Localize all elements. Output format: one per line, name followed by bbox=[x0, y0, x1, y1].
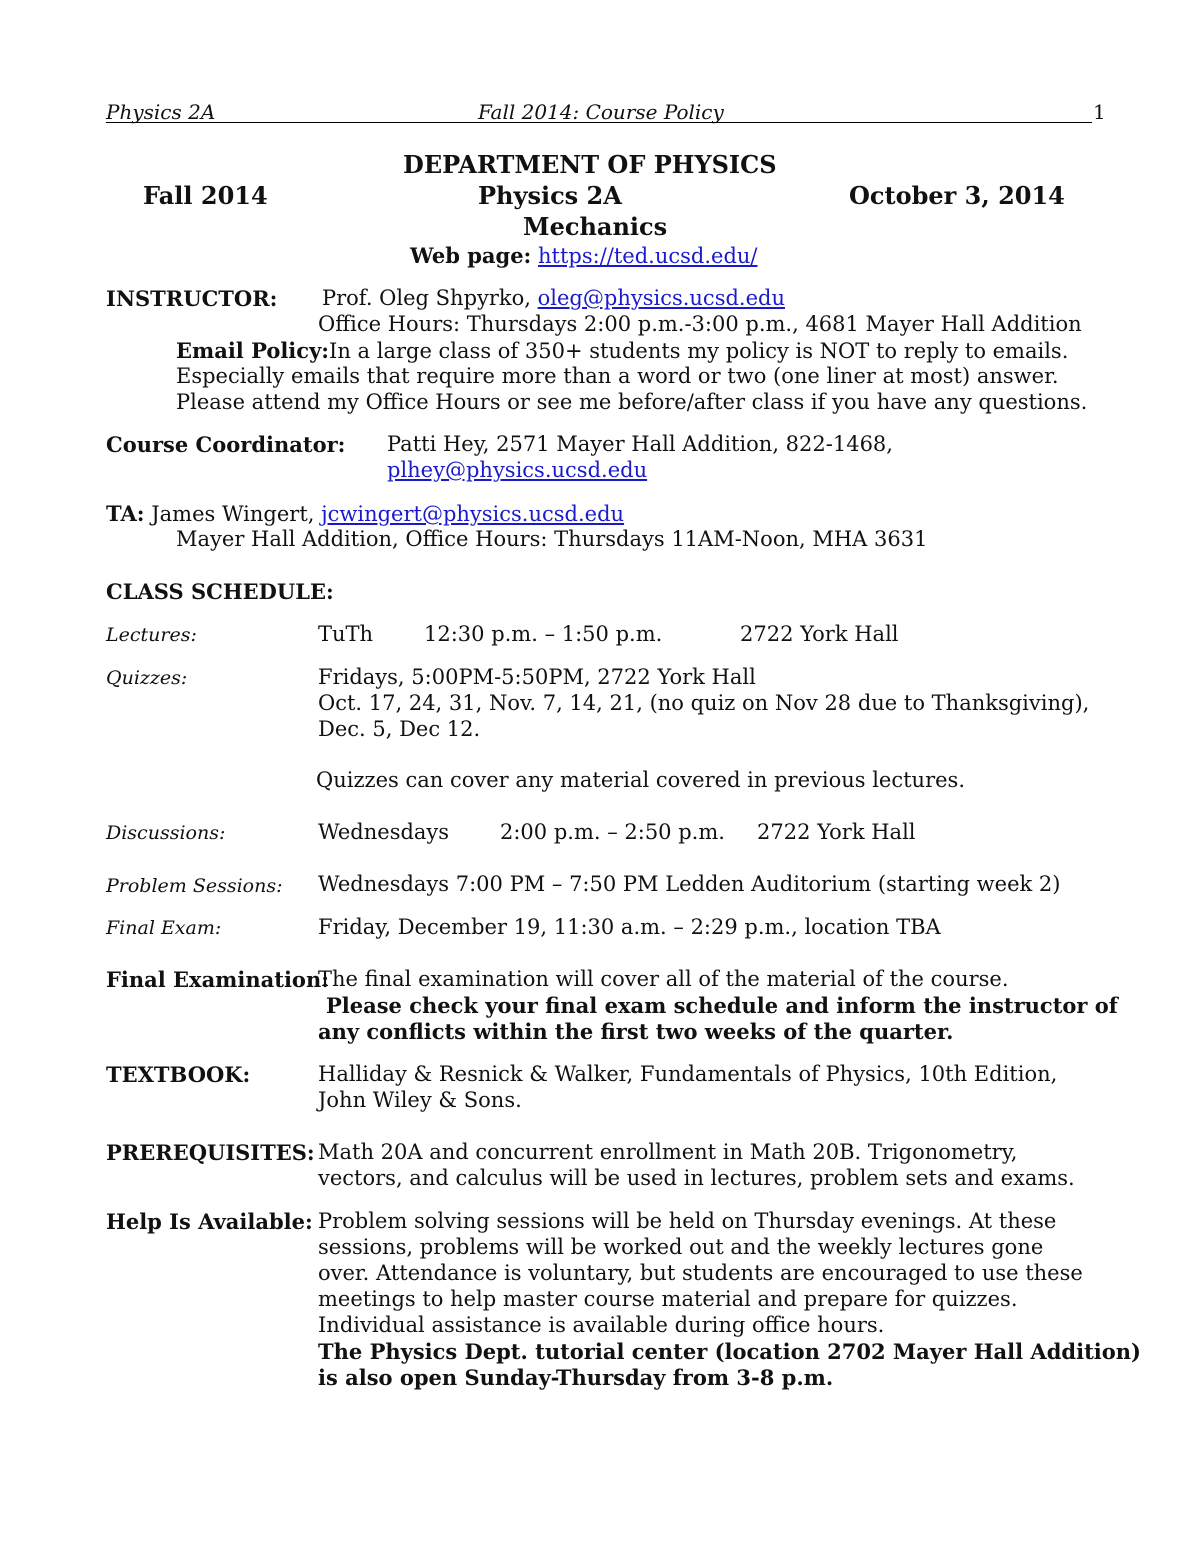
quizzes-note: Quizzes can cover any material covered in previous lectures. bbox=[316, 768, 966, 792]
textbook-line-2: John Wiley & Sons. bbox=[318, 1088, 522, 1112]
header-course: Physics 2A bbox=[106, 100, 216, 124]
help-line-2: sessions, problems will be worked out and the weekly lectures gone bbox=[318, 1235, 1044, 1259]
subject: Mechanics bbox=[523, 212, 668, 241]
quizzes-label: Quizzes: bbox=[106, 667, 188, 689]
email-policy-line-2: Especially emails that require more than a word or two (one liner at most) answer. bbox=[176, 364, 1059, 388]
help-line-6: The Physics Dept. tutorial center (location 2702 Mayer Hall Addition) bbox=[318, 1339, 1141, 1364]
final-examination-label: Final Examination: bbox=[106, 967, 329, 992]
instructor-line bbox=[322, 286, 785, 310]
date: October 3, 2014 bbox=[849, 181, 1065, 210]
email-policy-text: In a large class of 350+ students my policy is NOT to reply to emails. bbox=[329, 339, 1069, 363]
instructor-name: Prof. Oleg Shpyrko, bbox=[322, 286, 538, 310]
discussions-days: Wednesdays bbox=[318, 820, 450, 844]
lectures-days: TuTh bbox=[318, 622, 374, 646]
instructor-office-hours: Office Hours: Thursdays 2:00 p.m.-3:00 p.m., 4681 Mayer Hall Addition bbox=[318, 312, 1082, 336]
web-page-link[interactable]: https://ted.ucsd.edu/ bbox=[538, 244, 758, 268]
ta-email-link[interactable]: jcwingert@physics.ucsd.edu bbox=[321, 502, 625, 526]
textbook-label: TEXTBOOK: bbox=[106, 1062, 251, 1087]
instructor-email-link[interactable]: oleg@physics.ucsd.edu bbox=[537, 286, 785, 310]
instructor-label: INSTRUCTOR: bbox=[106, 286, 278, 311]
ta-name: James Wingert, bbox=[151, 502, 322, 526]
quizzes-time: Fridays, 5:00PM-5:50PM, 2722 York Hall bbox=[318, 665, 756, 689]
help-line-1: Problem solving sessions will be held on Thursday evenings. At these bbox=[318, 1209, 1057, 1233]
final-examination-line-1: The final examination will cover all of the material of the course. bbox=[318, 967, 1009, 991]
final-exam-label: Final Exam: bbox=[106, 917, 222, 939]
help-line-7: is also open Sunday-Thursday from 3-8 p.m. bbox=[318, 1365, 834, 1390]
help-label: Help Is Available: bbox=[106, 1209, 313, 1234]
ta-office-hours: Mayer Hall Addition, Office Hours: Thursdays 11AM-Noon, MHA 3631 bbox=[176, 527, 928, 551]
final-exam-text: Friday, December 19, 11:30 a.m. – 2:29 p.m., location TBA bbox=[318, 915, 941, 939]
lectures-room: 2722 York Hall bbox=[740, 622, 899, 646]
coordinator-email-link[interactable]: plhey@physics.ucsd.edu bbox=[387, 458, 648, 482]
prerequisites-line-1: Math 20A and concurrent enrollment in Math 20B. Trigonometry, bbox=[318, 1140, 1018, 1164]
discussions-room: 2722 York Hall bbox=[757, 820, 916, 844]
help-line-3: over. Attendance is voluntary, but students are encouraged to use these bbox=[318, 1261, 1083, 1285]
lectures-time: 12:30 p.m. – 1:50 p.m. bbox=[424, 622, 663, 646]
page-number: 1 bbox=[1093, 100, 1106, 124]
ta-line bbox=[106, 501, 624, 526]
email-policy-line-3: Please attend my Office Hours or see me before/after class if you have any questions. bbox=[176, 390, 1088, 414]
final-examination-line-2: Please check your final exam schedule and inform the instructor of bbox=[326, 993, 1118, 1018]
email-policy-line bbox=[176, 338, 1068, 363]
quizzes-dates-2: Dec. 5, Dec 12. bbox=[318, 717, 481, 741]
email-policy-label: Email Policy: bbox=[176, 338, 330, 363]
problem-sessions-label: Problem Sessions: bbox=[106, 875, 283, 897]
header-title: Fall 2014: Course Policy bbox=[478, 100, 724, 124]
coordinator-info: Patti Hey, 2571 Mayer Hall Addition, 822-1468, bbox=[387, 432, 893, 456]
department-title: DEPARTMENT OF PHYSICS bbox=[403, 150, 777, 179]
help-line-5: Individual assistance is available during office hours. bbox=[318, 1313, 885, 1337]
web-page-line bbox=[410, 243, 758, 268]
course-name: Physics 2A bbox=[478, 181, 622, 210]
prerequisites-label: PREREQUISITES: bbox=[106, 1140, 315, 1165]
header-rule bbox=[106, 122, 1092, 123]
textbook-line-1: Halliday & Resnick & Walker, Fundamentals of Physics, 10th Edition, bbox=[318, 1062, 1058, 1086]
discussions-label: Discussions: bbox=[106, 822, 226, 844]
web-page-label: Web page: bbox=[410, 243, 532, 268]
quizzes-dates: Oct. 17, 24, 31, Nov. 7, 14, 21, (no quiz on Nov 28 due to Thanksgiving), bbox=[318, 691, 1090, 715]
schedule-heading: CLASS SCHEDULE: bbox=[106, 579, 334, 604]
term: Fall 2014 bbox=[143, 181, 268, 210]
ta-label: TA: bbox=[106, 501, 145, 526]
prerequisites-line-2: vectors, and calculus will be used in lectures, problem sets and exams. bbox=[318, 1166, 1075, 1190]
problem-sessions-text: Wednesdays 7:00 PM – 7:50 PM Ledden Auditorium (starting week 2) bbox=[318, 872, 1061, 896]
coordinator-label: Course Coordinator: bbox=[106, 432, 346, 457]
coordinator-email-line bbox=[387, 458, 647, 482]
final-examination-line-3: any conflicts within the first two weeks of the quarter. bbox=[318, 1019, 954, 1044]
lectures-label: Lectures: bbox=[106, 624, 197, 646]
discussions-time: 2:00 p.m. – 2:50 p.m. bbox=[500, 820, 725, 844]
help-line-4: meetings to help master course material and prepare for quizzes. bbox=[318, 1287, 1018, 1311]
